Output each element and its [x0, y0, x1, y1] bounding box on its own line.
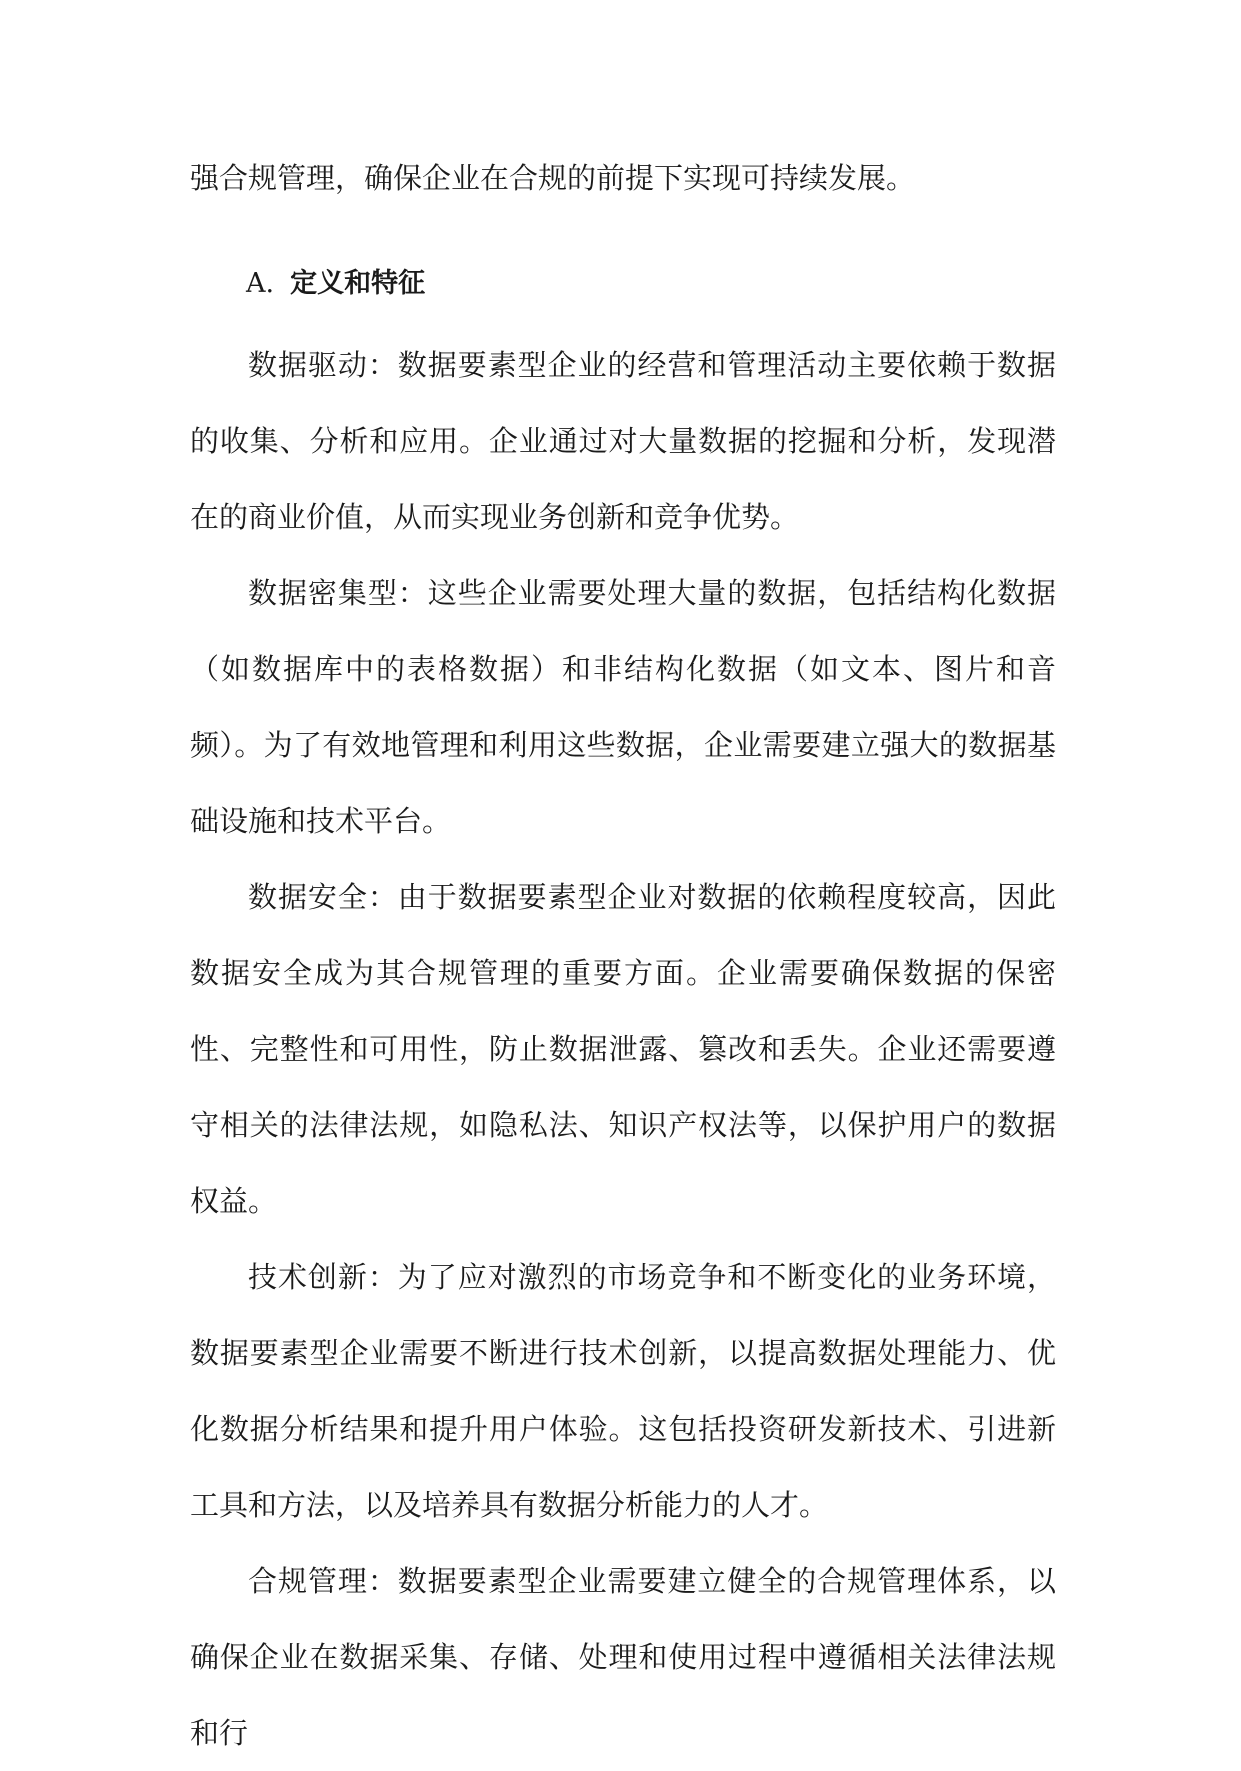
- paragraph-data-intensive: 数据密集型：这些企业需要处理大量的数据，包括结构化数据（如数据库中的表格数据）和非结构化数据（如文本、图片和音频）。为了有效地管理和利用这些数据，企业需要建立强大的数据基础设施和技术平台。: [190, 576, 1056, 838]
- section-marker: A.: [246, 268, 275, 299]
- paragraph-compliance: 合规管理：数据要素型企业需要建立健全的合规管理体系，以确保企业在数据采集、存储、处理和使用过程中遵循相关法律法规和行: [190, 1564, 1056, 1750]
- paragraph-tech-innovation: 技术创新：为了应对激烈的市场竞争和不断变化的业务环境，数据要素型企业需要不断进行技术创新，以提高数据处理能力、优化数据分析结果和提升用户体验。这包括投资研发新技术、引进新工具和方法，以及培养具有数据分析能力的人才。: [190, 1260, 1056, 1522]
- paragraph-data-security: 数据安全：由于数据要素型企业对数据的依赖程度较高，因此数据安全成为其合规管理的重要方面。企业需要确保数据的保密性、完整性和可用性，防止数据泄露、篡改和丢失。企业还需要遵守相关的法律法规，如隐私法、知识产权法等，以保护用户的数据权益。: [190, 880, 1056, 1218]
- opening-paragraph: 强合规管理，确保企业在合规的前提下实现可持续发展。: [190, 161, 916, 195]
- section-title: 定义和特征: [290, 268, 426, 299]
- section-heading: [190, 246, 1056, 322]
- paragraph-data-driven: 数据驱动：数据要素型企业的经营和管理活动主要依赖于数据的收集、分析和应用。企业通过对大量数据的挖掘和分析，发现潜在的商业价值，从而实现业务创新和竞争优势。: [190, 348, 1056, 534]
- document-body: [190, 140, 1056, 1771]
